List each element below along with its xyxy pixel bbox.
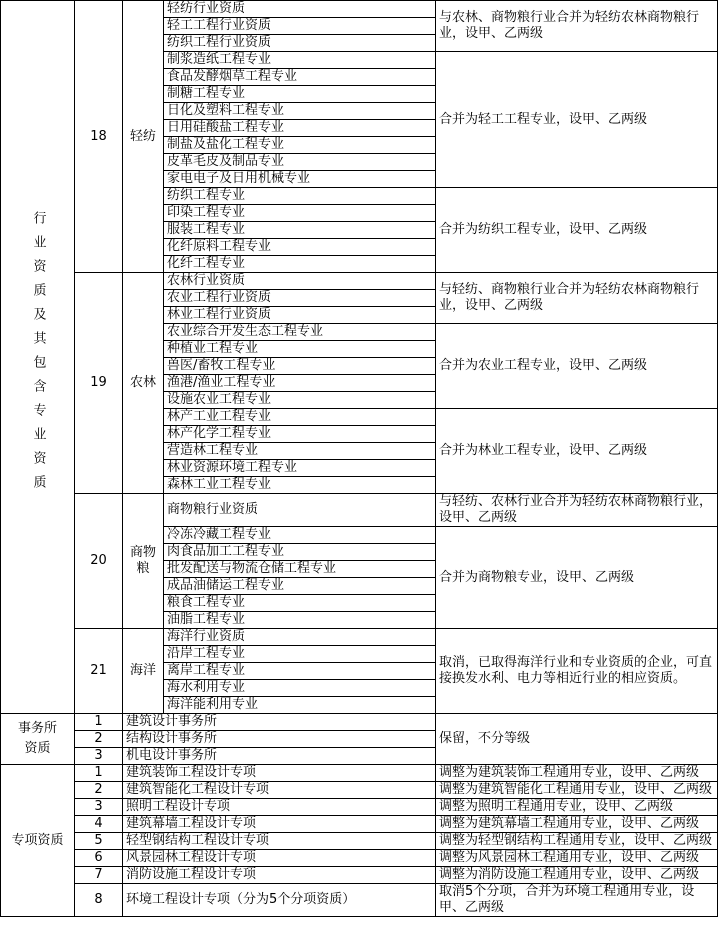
item-cell: 林产工业工程专业 (164, 409, 436, 426)
note-cell: 合并为林业工程专业，设甲、乙两级 (436, 409, 718, 494)
item-cell: 纺织工程专业 (164, 188, 436, 205)
item-cell: 森林工业工程专业 (164, 477, 436, 494)
item-cell: 家电电子及日用机械专业 (164, 171, 436, 188)
table-row (1, 850, 718, 867)
item-cell: 化纤工程专业 (164, 256, 436, 273)
item-cell: 建筑智能化工程设计专项 (123, 782, 436, 799)
note-cell: 调整为轻型钢结构工程通用专业，设甲、乙两级 (436, 833, 718, 850)
category-label: 行业资质及其包含专业资质 (30, 210, 46, 499)
item-cell: 批发配送与物流仓储工程专业 (164, 561, 436, 578)
category-cell (1, 765, 75, 917)
category-cell (1, 714, 75, 765)
item-cell: 制浆造纸工程专业 (164, 52, 436, 69)
item-cell: 肉食品加工工程专业 (164, 544, 436, 561)
item-cell: 种植业工程专业 (164, 341, 436, 358)
note-cell: 合并为纺织工程专业，设甲、乙两级 (436, 188, 718, 273)
table-row (1, 867, 718, 884)
item-cell: 日用硅酸盐工程专业 (164, 120, 436, 137)
note-cell: 取消，已取得海洋行业和专业资质的企业，可直接换发水利、电力等相近行业的相应资质。 (436, 629, 718, 714)
item-cell: 营造林工程专业 (164, 443, 436, 460)
item-cell: 商物粮行业资质 (164, 494, 436, 527)
category-cell (1, 1, 75, 714)
item-cell: 结构设计事务所 (123, 731, 436, 748)
item-cell: 轻型钢结构工程设计专项 (123, 833, 436, 850)
number-cell: 19 (75, 273, 123, 494)
item-cell: 兽医/畜牧工程专业 (164, 358, 436, 375)
item-cell: 化纤原料工程专业 (164, 239, 436, 256)
item-cell: 海洋行业资质 (164, 629, 436, 646)
note-cell: 保留，不分等级 (436, 714, 718, 765)
industry-cell: 农林 (123, 273, 164, 494)
note-cell: 取消5个分项，合并为环境工程通用专业，设甲、乙两级 (436, 884, 718, 917)
note-cell: 调整为风景园林工程通用专业，设甲、乙两级 (436, 850, 718, 867)
item-cell: 机电设计事务所 (123, 748, 436, 765)
item-cell: 农业工程行业资质 (164, 290, 436, 307)
number-cell: 8 (75, 884, 123, 917)
item-cell: 农业综合开发生态工程专业 (164, 324, 436, 341)
industry-cell: 轻纺 (123, 1, 164, 273)
table-row (1, 765, 718, 782)
note-cell: 合并为商物粮专业，设甲、乙两级 (436, 527, 718, 629)
item-cell: 建筑设计事务所 (123, 714, 436, 731)
item-cell: 成品油储运工程专业 (164, 578, 436, 595)
table-row (1, 1, 718, 18)
item-cell: 风景园林工程设计专项 (123, 850, 436, 867)
item-cell: 建筑幕墙工程设计专项 (123, 816, 436, 833)
category-label: 专项资质 (11, 832, 64, 848)
table-row (1, 714, 718, 731)
industry-cell: 商物粮 (123, 494, 164, 629)
item-cell: 轻工工程行业资质 (164, 18, 436, 35)
number-cell: 6 (75, 850, 123, 867)
item-cell: 农林行业资质 (164, 273, 436, 290)
item-cell: 沿岸工程专业 (164, 646, 436, 663)
item-cell: 日化及塑料工程专业 (164, 103, 436, 120)
number-cell: 1 (75, 765, 123, 782)
item-cell: 林业资源环境工程专业 (164, 460, 436, 477)
item-cell: 建筑装饰工程设计专项 (123, 765, 436, 782)
item-cell: 离岸工程专业 (164, 663, 436, 680)
industry-cell: 海洋 (123, 629, 164, 714)
number-cell: 7 (75, 867, 123, 884)
number-cell: 21 (75, 629, 123, 714)
number-cell: 3 (75, 799, 123, 816)
item-cell: 纺织工程行业资质 (164, 35, 436, 52)
number-cell: 18 (75, 1, 123, 273)
note-cell: 与农林、商物粮行业合并为轻纺农林商物粮行业，设甲、乙两级 (436, 1, 718, 52)
note-cell: 与轻纺、商物粮行业合并为轻纺农林商物粮行业，设甲、乙两级 (436, 273, 718, 324)
item-cell: 消防设施工程设计专项 (123, 867, 436, 884)
item-cell: 环境工程设计专项（分为5个分项资质） (123, 884, 436, 917)
number-cell: 3 (75, 748, 123, 765)
number-cell: 2 (75, 731, 123, 748)
number-cell: 20 (75, 494, 123, 629)
item-cell: 海洋能利用专业 (164, 697, 436, 714)
item-cell: 渔港/渔业工程专业 (164, 375, 436, 392)
item-cell: 冷冻冷藏工程专业 (164, 527, 436, 544)
table-row (1, 884, 718, 917)
item-cell: 皮革毛皮及制品专业 (164, 154, 436, 171)
item-cell: 服装工程专业 (164, 222, 436, 239)
item-cell: 林业工程行业资质 (164, 307, 436, 324)
item-cell: 制盐及盐化工程专业 (164, 137, 436, 154)
table-row (1, 629, 718, 646)
item-cell: 油脂工程专业 (164, 612, 436, 629)
number-cell: 1 (75, 714, 123, 731)
category-label: 事务所资质 (17, 721, 57, 756)
number-cell: 4 (75, 816, 123, 833)
note-cell: 调整为建筑幕墙工程通用专业，设甲、乙两级 (436, 816, 718, 833)
item-cell: 海水利用专业 (164, 680, 436, 697)
item-cell: 粮食工程专业 (164, 595, 436, 612)
note-cell: 调整为建筑智能化工程通用专业，设甲、乙两级 (436, 782, 718, 799)
table-row (1, 273, 718, 290)
item-cell: 印染工程专业 (164, 205, 436, 222)
note-cell: 合并为农业工程专业，设甲、乙两级 (436, 324, 718, 409)
note-cell: 合并为轻工工程专业，设甲、乙两级 (436, 52, 718, 188)
number-cell: 5 (75, 833, 123, 850)
item-cell: 轻纺行业资质 (164, 1, 436, 18)
table-row (1, 833, 718, 850)
table-row (1, 799, 718, 816)
item-cell: 照明工程设计专项 (123, 799, 436, 816)
note-cell: 与轻纺、农林行业合并为轻纺农林商物粮行业，设甲、乙两级 (436, 494, 718, 527)
table-row (1, 494, 718, 527)
item-cell: 林产化学工程专业 (164, 426, 436, 443)
note-cell: 调整为照明工程通用专业，设甲、乙两级 (436, 799, 718, 816)
table-row (1, 782, 718, 799)
number-cell: 2 (75, 782, 123, 799)
item-cell: 制糖工程专业 (164, 86, 436, 103)
table-row (1, 816, 718, 833)
item-cell: 食品发酵烟草工程专业 (164, 69, 436, 86)
note-cell: 调整为消防设施工程通用专业，设甲、乙两级 (436, 867, 718, 884)
note-cell: 调整为建筑装饰工程通用专业，设甲、乙两级 (436, 765, 718, 782)
item-cell: 设施农业工程专业 (164, 392, 436, 409)
